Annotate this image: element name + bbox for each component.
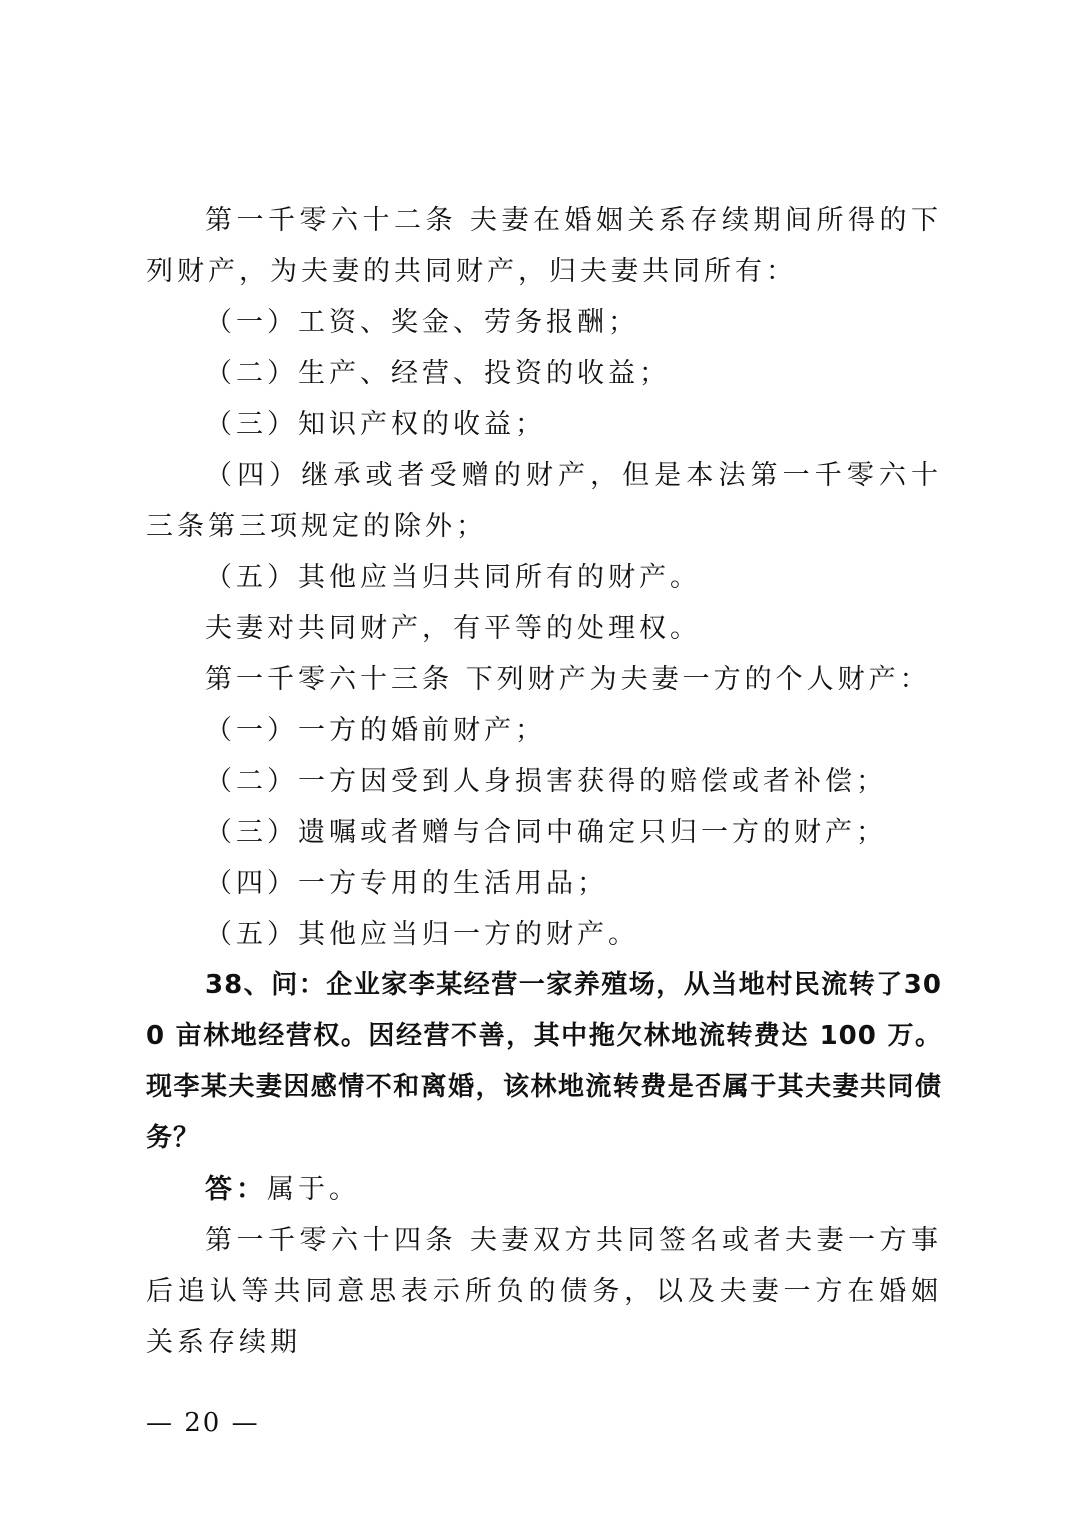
article-1063-item-3: （三）遗嘱或者赠与合同中确定只归一方的财产； xyxy=(205,817,887,848)
article-1063-item-4: （四）一方专用的生活用品； xyxy=(205,868,608,899)
article-1062-item-1: （一）工资、奖金、劳务报酬； xyxy=(205,307,639,338)
article-1064-intro: 第一千零六十四条 夫妻双方共同签名或者夫妻一方事后追认等共同意思表示所负的债务，以及夫妻一方在婚姻关系存续期 xyxy=(146,1225,942,1358)
article-1063-intro: 第一千零六十三条 下列财产为夫妻一方的个人财产： xyxy=(205,664,931,695)
page-number: — 20 — xyxy=(146,1408,260,1438)
article-1063-item-1: （一）一方的婚前财产； xyxy=(205,715,546,746)
document-body xyxy=(146,195,942,1368)
answer-label: 答： xyxy=(205,1174,267,1205)
article-1062-item-3: （三）知识产权的收益； xyxy=(205,409,546,440)
answer-text: 属于。 xyxy=(267,1174,360,1205)
question-38: 38、问：企业家李某经营一家养殖场，从当地村民流转了300 亩林地经营权。因经营不善，其中拖欠林地流转费达 100 万。现李某夫妻因感情不和离婚，该林地流转费是否属于其夫妻共同债务？ xyxy=(146,970,942,1153)
article-1062-closing: 夫妻对共同财产，有平等的处理权。 xyxy=(205,613,701,644)
article-1062-item-4: （四）继承或者受赠的财产，但是本法第一千零六十三条第三项规定的除外； xyxy=(146,460,942,542)
article-1062-item-5: （五）其他应当归共同所有的财产。 xyxy=(205,562,701,593)
article-1062-intro: 第一千零六十二条 夫妻在婚姻关系存续期间所得的下列财产，为夫妻的共同财产，归夫妻共同所有： xyxy=(146,205,942,287)
article-1063-item-5: （五）其他应当归一方的财产。 xyxy=(205,919,639,950)
article-1063-item-2: （二）一方因受到人身损害获得的赔偿或者补偿； xyxy=(205,766,887,797)
answer xyxy=(146,1164,942,1215)
article-1062-item-2: （二）生产、经营、投资的收益； xyxy=(205,358,670,389)
